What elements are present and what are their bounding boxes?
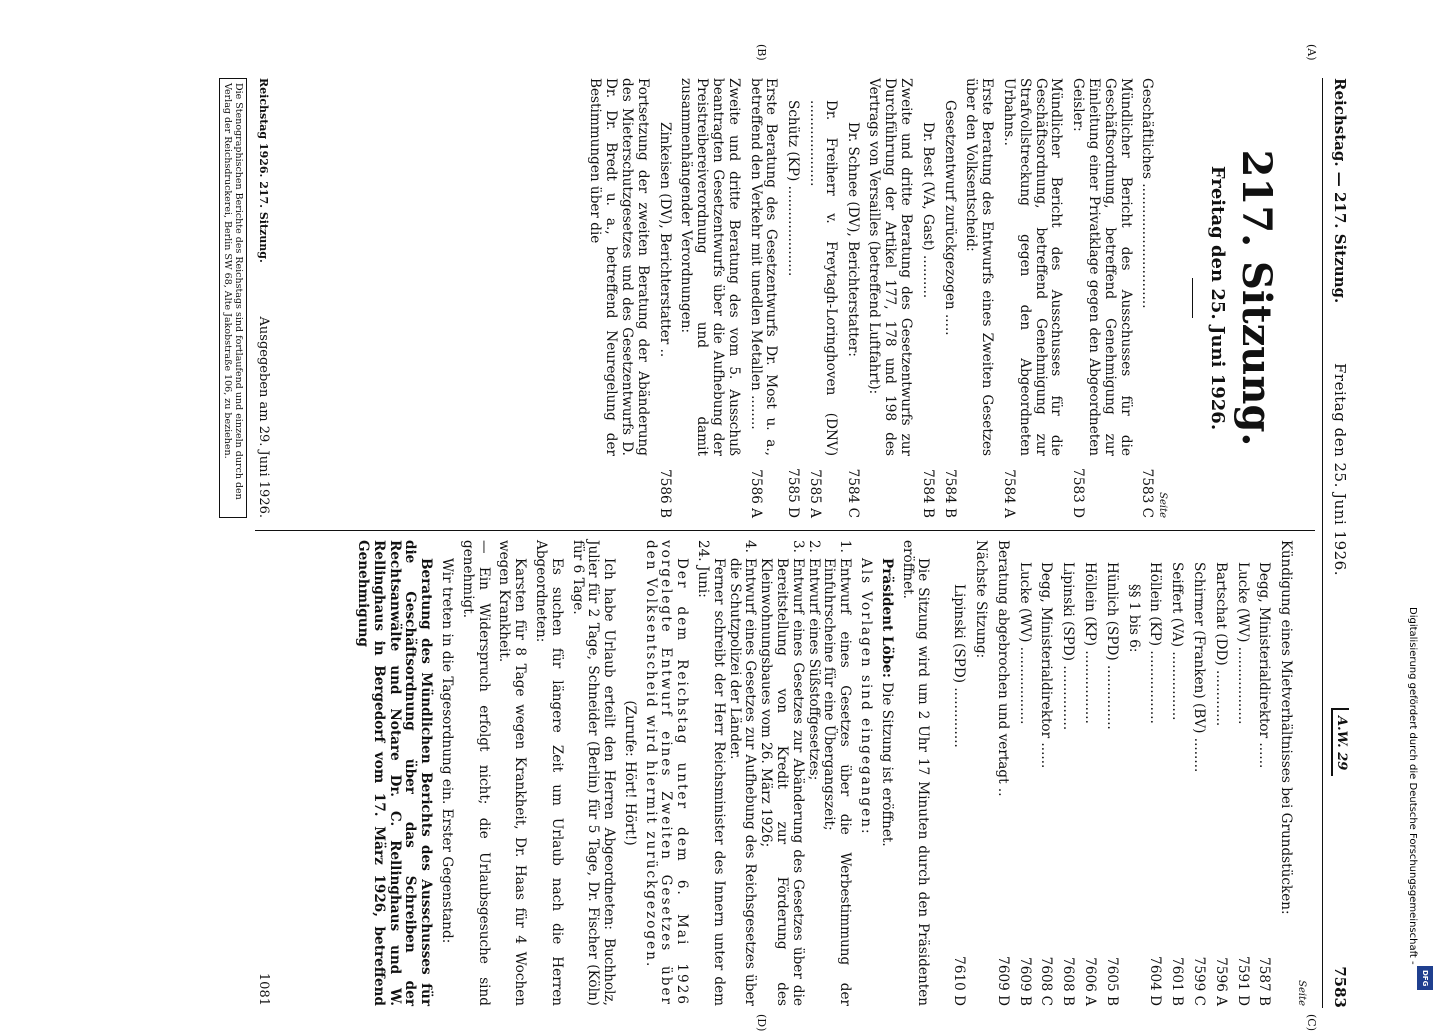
vorlage-item [821,540,853,1006]
toc-entries-right [950,540,1293,1006]
toc-entry-text: Bartschat (DD) ............. [1212,562,1229,727]
toc-entry [1038,540,1054,1006]
toc-entry-text: Seiffert (VA) ................ [1169,562,1186,721]
toc-entry-page: 7586 A [747,469,764,518]
toc-entry-text: Kündigung eines Mietverhältnisses bei Grundstücken: [1278,540,1295,915]
toc-entry [1212,540,1228,1006]
toc-entry-text: §§ 1 bis 6: [1125,584,1142,653]
toc-entry-text: Fortsetzung der zweiten Beratung der Abänderung des Mieterschutzgesetzes und des Gesetzentwurfs D. Dr. Dr. Bredt u. a., betreffend Neuregelung der Bestimmungen über die [587,78,651,456]
vorlage-item [805,540,821,1006]
toc-entry-text: Dr. Best (VA, Gast) .......... [919,122,936,299]
rotated-page [209,44,1349,1031]
margin-mark-a: (A) [1305,44,1318,61]
header-center: Freitag den 25. Juni 1926. [1331,363,1349,576]
header-rule [1322,78,1323,1008]
toc-entry-text: Gesetzentwurf zurückgezogen ..... [941,100,958,336]
toc-entry-page: 7608 B [1060,957,1077,1006]
vorlagen-list [726,540,852,1006]
toc-entry [994,540,1010,1006]
withdrawal-quote: Der dem Reichstag unter dem 6. Mai 1926 vorgelegte Entwurf eines Zweiten Gesetzes über den Volksentscheid wird hiermit zurückgezogen. [642,540,691,1006]
president-statement: Die Sitzung ist eröffnet. [878,677,895,847]
archive-stamp: A.W. 29 [1331,708,1349,776]
toc-entry-text: Lipinski (SPD) .............. [951,584,968,748]
toc-entry-text: Hünlich (SPD) ............... [1103,562,1120,730]
vorlage-number: 2. [805,540,822,553]
toc-entry [784,78,800,518]
digitization-credit: Digitalisierung gefördert durch die Deutsche Forschungsgemeinschaft - [1407,607,1418,965]
toc-entry-page: 7585 D [785,468,802,518]
toc-entry-page: 7591 D [1234,956,1251,1006]
toc-entry [656,78,672,518]
toc-entry-page: 7606 A [1082,957,1099,1006]
toc-entry-page: 7587 B [1256,957,1273,1006]
toc-entry-page: 7584 B [919,469,936,518]
toc-entry [678,78,741,518]
toc-entry-page: 7583 C [1139,468,1156,518]
toc-entry [1139,78,1155,518]
seite-label-right: Seite [1296,980,1307,1006]
toc-left-column [581,78,1309,518]
toc-entry [941,78,957,518]
toc-entry [1069,78,1132,518]
toc-entry-page: 7608 C [1038,956,1055,1006]
publisher-note: Die Stenographischen Berichte des Reichstags sind fortlaufend und einzeln durch den Verlag der Reichsdruckerei, Berlin SW 68, Alte Jakobstraße 106, zu beziehen. [219,78,247,518]
toc-entry-page: 7599 C [1191,956,1208,1006]
toc-entry-page: 7610 D [951,956,968,1006]
seite-label: Seite [1157,492,1169,518]
title-rule [1192,278,1193,318]
toc-entry-text: Dr. Freiherr v. Freytagh-Loringhoven (DNV) .................... [807,100,839,456]
vorlage-item [757,540,804,1006]
column-divider [255,530,1315,531]
leave-paragraph: Ich habe Urlaub erteilt den Herren Abgeordneten: Buchholz, Julier für 2 Tage, Schneider (Berlin) für 5 Tage, Dr. Fischer (Köln) für 6 Tage. [569,540,618,1006]
toc-entry-page: 7583 D [1070,468,1087,518]
toc-entry [1277,540,1293,1006]
toc-entry-text: Beratung abgebrochen und vertagt .. [994,540,1011,797]
toc-entry [747,78,779,518]
beratung-paragraph: Beratung des Mündlichen Berichts des Ausschusses für die Geschäftsordnung über das Schreiben der Rechtsanwälte und Notare Dr. C. Rellinghaus und W. Rellinghaus in Bergedorf vom 17. März 1926, betreffend Genehmigung [354,540,435,1006]
vorlage-number: 4. [742,540,759,553]
toc-entry-page: 7585 A [807,469,824,518]
toc-entry-page: 7604 D [1147,956,1164,1006]
toc-entry-text: Höllein (KP) ................. [1082,562,1099,724]
toc-entry [806,78,838,518]
toc-entry-text: Lucke (WV) .................. [1016,562,1033,725]
toc-entry [1234,540,1250,1006]
dfg-logo: DFG [1417,966,1433,990]
session-title: 217. Sitzung. [1233,149,1280,447]
margin-mark-c: (C) [1305,1014,1318,1031]
toc-entry-page: 7596 A [1212,957,1229,1006]
toc-entry-page: 7584 A [1001,469,1018,518]
toc-entry [1059,540,1075,1006]
vorlage-text: Entwurf eines Süßstoffgesetzes; [805,558,822,781]
toc-entry-text: Degg, Ministerialdirektor ...... [1256,562,1273,769]
toc-entry [1103,540,1119,1006]
ferner-paragraph: Ferner schreibt der Herr Reichsminister des Innern unter dem 24. Juni: [695,540,727,1006]
toc-entry [1016,540,1032,1006]
toc-entry [919,78,935,518]
margin-mark-d: (D) [755,1014,768,1031]
toc-entry [866,78,913,518]
longer-leave-paragraph: Es suchen für längere Zeit um Urlaub nach die Herren Abgeordneten: [532,540,565,1006]
toc-entry-text: Erste Beratung des Entwurfs eines Zweiten Gesetzes über den Volksentscheid: [963,78,996,456]
header-left: Reichstag. — 217. Sitzung. [1331,78,1349,304]
toc-entry [1081,540,1097,1006]
vorlage-text: Entwurf eines Gesetzes zur Aufhebung des Reichsgesetzes über die Schutzpolizei der Länder. [726,558,759,1006]
margin-mark-b: (B) [755,44,768,61]
toc-entry [1190,540,1206,1006]
agenda-paragraph: Wir treten in die Tagesordnung ein. Erster Gegenstand: [438,558,455,944]
toc-entry-page: 7601 B [1169,957,1186,1006]
toc-entry [587,78,650,518]
session-date: Freitag den 25. Juni 1926. [1207,165,1228,431]
toc-entry [972,540,988,1006]
page-number: 7583 [1331,966,1349,1008]
president-paragraph [878,540,894,1006]
toc-entry-text: Nächste Sitzung: [973,540,990,659]
toc-entry-text: Schirmer (Franken) (BV) ........ [1191,562,1208,773]
interjection: (Zurufe: Hört! Hört!) [621,700,638,846]
toc-entry-text: Schütz (KP) ..................... [785,100,802,277]
toc-entry-text: Höllein (KP) ................. [1147,562,1164,724]
toc-entries-left [587,78,1155,518]
opening-paragraph: Die Sitzung wird um 2 Uhr 17 Minuten durch den Präsidenten eröffnet. [899,540,932,1006]
toc-entry [1000,78,1063,518]
toc-entry-text: Mündlicher Bericht des Ausschusses für die Geschäftsordnung, betreffend Genehmigung zur Strafvollstreckung gegen den Abgeordneten Urbahns.. [1001,78,1065,456]
toc-entry [963,78,995,518]
toc-entry-text: Zinkeisen (DV), Berichterstatter .. [656,122,673,358]
footer-session: Reichstag 1926. 217. Sitzung. [257,78,270,263]
objection-paragraph: — Ein Widerspruch erfolgt nicht; die Urlaubsgesuche sind genehmigt. [459,540,492,1006]
president-name: Präsident Löbe: [878,558,895,678]
toc-entry-page: 7584 B [941,469,958,518]
footer-number: 1081 [256,972,271,1006]
toc-entry-page: 7605 B [1103,957,1120,1006]
toc-entry-text: Erste Beratung des Gesetzentwurfs Dr. Most u. a., betreffend den Verkehr mit unedlen Metallen ........ [747,78,780,456]
toc-entry-text: Lucke (WV) .................. [1234,562,1251,725]
toc-entry [1256,540,1272,1006]
toc-entry [950,540,966,1006]
toc-entry [844,78,860,518]
toc-entry [1125,540,1141,1006]
toc-entry-text: Dr. Schnee (DV), Berichterstatter: [844,122,861,357]
toc-entry [1147,540,1163,1006]
toc-entry [1168,540,1184,1006]
toc-entry-text: Zweite und dritte Beratung des vom 5. Ausschuß beantragten Gesetzentwurfs über die Aufhebung der Preistreibereiverordnung und damit zusammenhängender Verordnungen: [678,78,742,456]
toc-entry-text: Mündlicher Bericht des Ausschusses für die Geschäftsordnung, betreffend Genehmigung zur Einleitung einer Privatklage gegen den Abgeordneten Geisler: [1070,78,1134,456]
vorlage-number: 1. [837,540,854,553]
toc-entry-text: Zweite und dritte Beratung des Gesetzentwurfs zur Durchführung der Artikel 177, 178 und 198 des Vertrags von Versailles (betreffend Luftfahrt): [866,78,915,456]
vorlage-text: Entwurf eines Gesetzes über die Werbestimmung der Einfuhrscheine für eine Übergangszeit; [821,558,854,1006]
vorlage-item [726,540,758,1006]
right-column [349,540,1309,1006]
page-header [1325,78,1349,1008]
toc-entry-text: Lipinski (SPD) ............... [1060,562,1077,731]
vorlage-text: Entwurf eines Gesetzes zur Abänderung des Gesetzes über die Bereitstellung von Kredit zur Förderung des Kleinwohnungsbaues vom 26. März 1926; [758,558,806,1006]
footer-issued: Ausgegeben am 29. Juni 1926. [256,316,271,518]
toc-entry-page: 7584 C [844,468,861,518]
toc-entry-text: Degg, Ministerialdirektor ...... [1038,562,1055,769]
karsten-paragraph: Karsten für 8 Tage wegen Krankheit, Dr. Haas für 4 Wochen wegen Krankheit. [496,540,529,1006]
vorlage-number: 3. [789,540,806,553]
toc-entry-text: Geschäftliches ............................. [1139,78,1156,309]
toc-entry-page: 7609 B [1016,957,1033,1006]
toc-entry-page: 7586 B [656,469,673,518]
toc-entry-page: 7609 D [994,956,1011,1006]
vorlagen-heading: Als Vorlagen sind eingegangen: [858,558,875,836]
footer-left [255,78,271,518]
